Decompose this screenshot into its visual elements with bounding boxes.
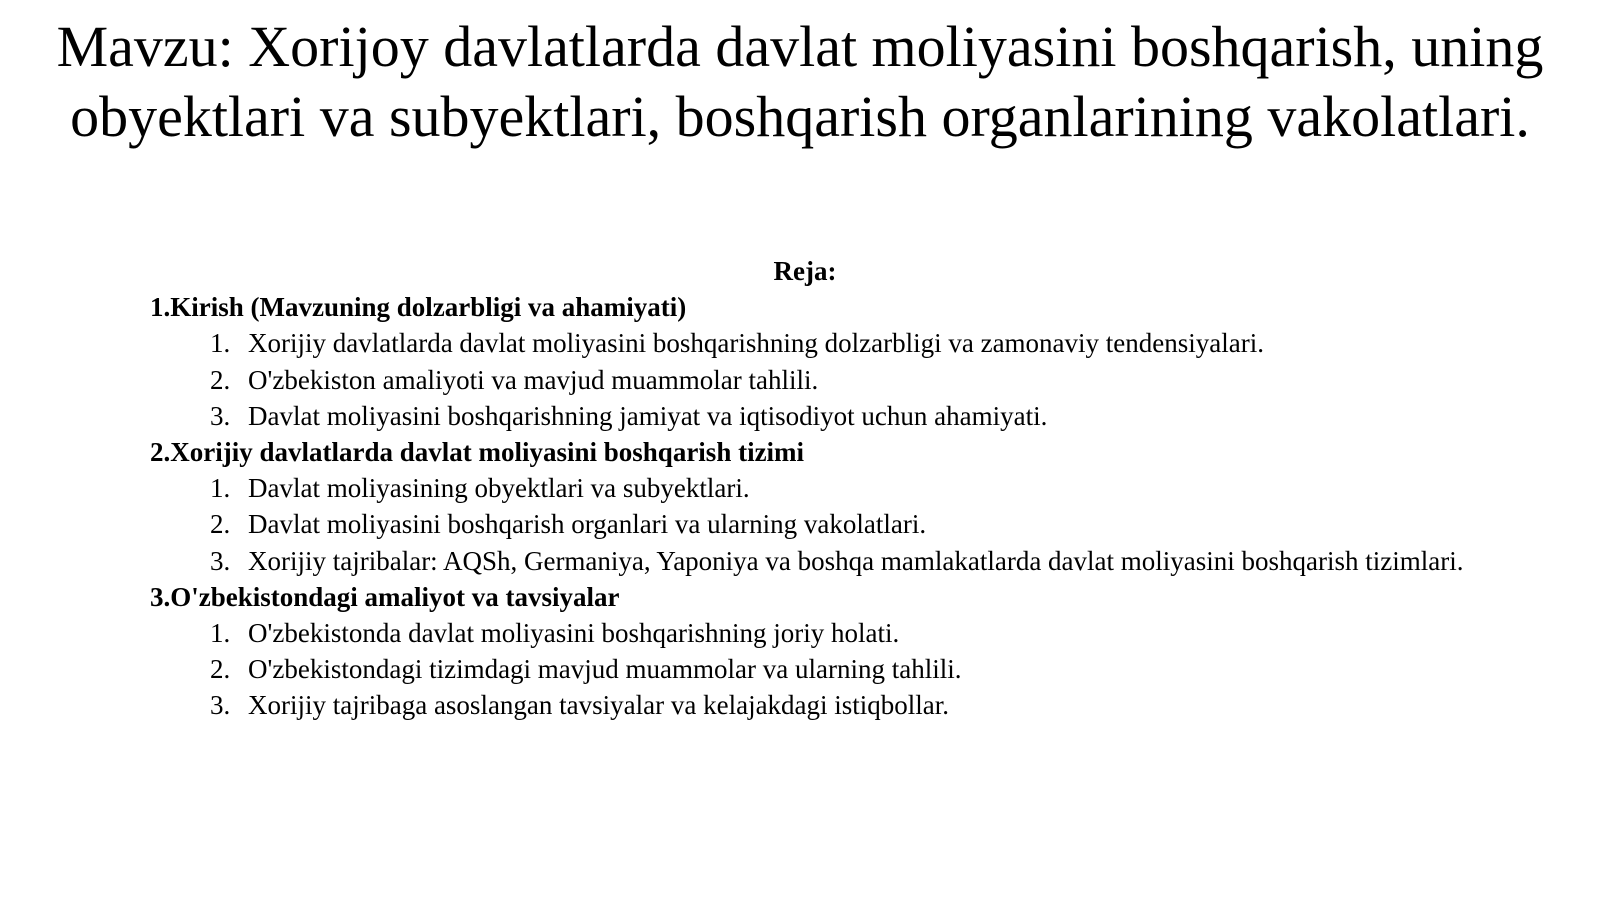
list-item xyxy=(150,543,1498,579)
plan-section-2 xyxy=(150,434,1464,579)
item-number: 1. xyxy=(210,618,231,649)
item-text: Xorijiy tajribalar: AQSh, Germaniya, Yaponiya va boshqa mamlakatlarda davlat moliyasini boshqarish tizimlari. xyxy=(248,545,1464,576)
item-number: 3. xyxy=(210,690,231,721)
item-number: 1. xyxy=(210,473,231,504)
item-text: Davlat moliyasini boshqarishning jamiyat va iqtisodiyot uchun ahamiyati. xyxy=(248,400,1048,431)
item-text: O'zbekiston amaliyoti va mavjud muammolar tahlili. xyxy=(248,364,819,395)
title-line-2: obyektlari va subyektlari, boshqarish organlarining vakolatlari. xyxy=(70,84,1530,149)
plan-body xyxy=(150,253,1464,724)
section-title: 1.Kirish (Mavzuning dolzarbligi va ahamiyati) xyxy=(150,292,687,323)
item-number: 2. xyxy=(210,364,231,395)
list-item xyxy=(150,506,1498,542)
title-line-1: Mavzu: Xorijoy davlatlarda davlat moliyasini boshqarish, uning xyxy=(56,14,1544,79)
section-item-list xyxy=(150,615,1460,724)
list-item xyxy=(150,615,1498,651)
list-item xyxy=(150,651,1498,687)
page-title xyxy=(0,12,1600,152)
item-text: Davlat moliyasining obyektlari va subyektlari. xyxy=(248,473,750,504)
item-number: 3. xyxy=(210,545,231,576)
item-number: 3. xyxy=(210,400,231,431)
item-text: O'zbekistonda davlat moliyasini boshqarishning joriy holati. xyxy=(248,618,900,649)
list-item xyxy=(150,325,1498,361)
item-number: 1. xyxy=(210,328,231,359)
section-item-list xyxy=(150,470,1464,579)
item-text: Xorijiy davlatlarda davlat moliyasini boshqarishning dolzarbligi va zamonaviy tendensiyalari. xyxy=(248,328,1264,359)
list-item xyxy=(150,687,1498,723)
plan-heading: Reja: xyxy=(773,256,837,286)
section-title: 3.O'zbekistondagi amaliyot va tavsiyalar xyxy=(150,581,620,612)
list-item xyxy=(150,398,1498,434)
section-item-list xyxy=(150,325,1460,434)
item-text: Xorijiy tajribaga asoslangan tavsiyalar va kelajakdagi istiqbollar. xyxy=(248,690,950,721)
list-item xyxy=(150,362,1498,398)
section-title: 2.Xorijiy davlatlarda davlat moliyasini boshqarish tizimi xyxy=(150,437,805,468)
item-text: Davlat moliyasini boshqarish organlari va ularning vakolatlari. xyxy=(248,509,927,540)
item-number: 2. xyxy=(210,509,231,540)
plan-section-1 xyxy=(150,289,1460,434)
item-text: O'zbekistondagi tizimdagi mavjud muammolar va ularning tahlili. xyxy=(248,654,962,685)
item-number: 2. xyxy=(210,654,231,685)
list-item xyxy=(150,470,1498,506)
plan-section-3 xyxy=(150,579,1460,724)
